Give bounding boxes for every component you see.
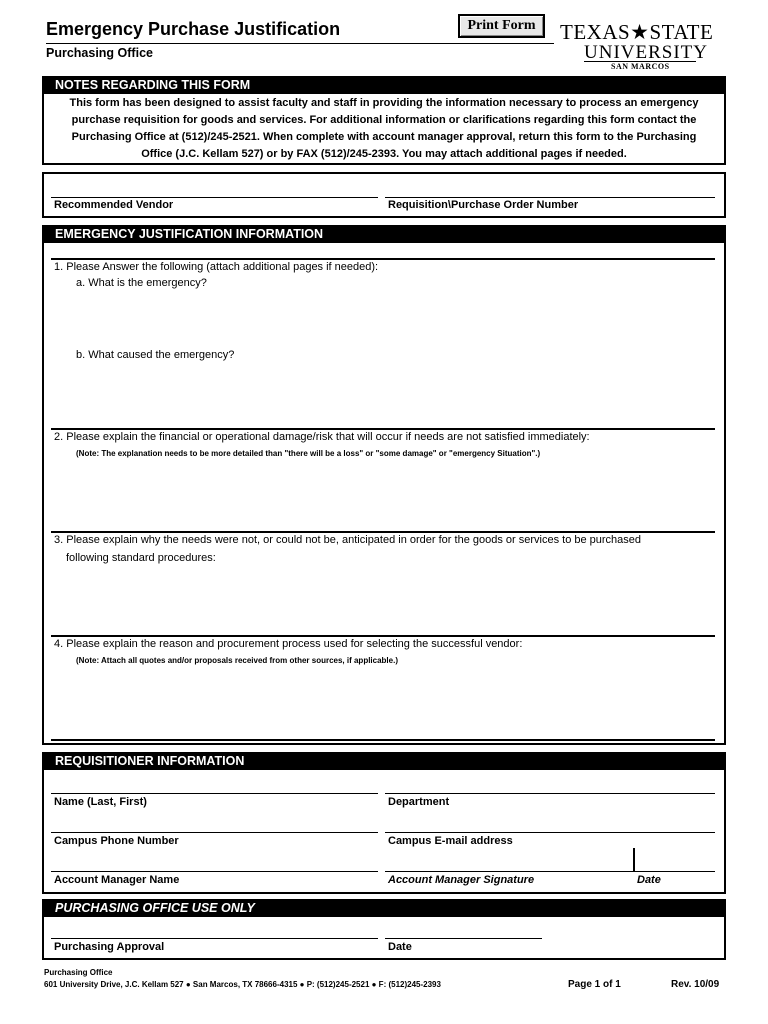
q3-text-line1: 3. Please explain why the needs were not, or could not be, anticipated in order for the goods or services to be purchased [54, 534, 642, 546]
requisition-number-label: Requisition\Purchase Order Number [388, 199, 579, 211]
q2-note: (Note: The explanation needs to be more detailed than "there will be a loss" or "some damage" or "emergency Situation".) [76, 449, 541, 458]
notes-line: purchase requisition for goods and services. For additional information or clarifications regarding this form contact the [71, 114, 697, 126]
approval-date-field[interactable] [385, 921, 542, 938]
page-title: Emergency Purchase Justification [46, 19, 341, 39]
notes-line: Purchasing Office at (512)/245-2521. When complete with account manager approval, return this form to the Purchasing [71, 131, 697, 143]
q1-text: 1. Please Answer the following (attach additional pages if needed): [54, 261, 379, 273]
email-line [385, 832, 715, 833]
purchasing-approval-field[interactable] [51, 921, 378, 938]
campus-email-field[interactable] [385, 815, 715, 832]
vendor-line [51, 197, 378, 198]
university-logo [556, 20, 726, 72]
logo-word-university: UNIVERSITY [584, 42, 708, 63]
department-label: Department [388, 796, 450, 808]
campus-phone-field[interactable] [51, 815, 378, 832]
notes-heading: NOTES REGARDING THIS FORM [43, 77, 725, 94]
approval-line [51, 938, 378, 939]
logo-word-state: STATE [649, 20, 714, 44]
account-manager-signature-field[interactable] [385, 854, 631, 871]
purchasing-approval-label: Purchasing Approval [54, 941, 165, 953]
page-subtitle: Purchasing Office [46, 46, 153, 60]
account-manager-name-label: Account Manager Name [54, 874, 180, 886]
title-divider [46, 43, 554, 44]
footer-revision: Rev. 10/09 [671, 979, 720, 990]
q4-answer-field[interactable] [54, 670, 714, 736]
footer-address: 601 University Drive, J.C. Kellam 527 ● San Marcos, TX 78666-4315 ● P: (512)245-2521 ● F: (512)245-2393 [44, 980, 441, 989]
footer-office: Purchasing Office [44, 968, 113, 977]
name-line [51, 793, 378, 794]
q1a-answer-field[interactable] [74, 292, 714, 348]
department-line [385, 793, 715, 794]
manager-name-line [51, 871, 378, 872]
q4-bottom-rule [51, 739, 715, 741]
requisitioner-heading: REQUISITIONER INFORMATION [43, 753, 725, 770]
q3-text-line2: following standard procedures: [66, 552, 216, 564]
q2-rule [51, 428, 715, 430]
print-form-button[interactable]: Print Form [458, 14, 545, 38]
q1b-text: b. What caused the emergency? [76, 349, 235, 361]
signature-line [385, 871, 715, 872]
signature-date-field[interactable] [637, 854, 715, 871]
q3-rule [51, 531, 715, 533]
q1b-answer-field[interactable] [74, 364, 714, 426]
purchasing-heading: PURCHASING OFFICE USE ONLY [43, 900, 725, 917]
requisition-line [385, 197, 715, 198]
account-manager-name-field[interactable] [51, 854, 378, 871]
notes-line: Office (J.C. Kellam 527) or by FAX (512)/245-2393. You may attach additional pages if needed. [141, 148, 627, 160]
department-field[interactable] [385, 776, 715, 793]
emergency-heading: EMERGENCY JUSTIFICATION INFORMATION [43, 226, 725, 243]
campus-email-label: Campus E-mail address [388, 835, 513, 847]
star-icon: ★ [630, 20, 650, 44]
logo-word-san-marcos: SAN MARCOS [611, 62, 670, 71]
q4-rule [51, 635, 715, 637]
notes-line: This form has been designed to assist faculty and staff in providing the information necessary to process an emergency [69, 97, 699, 109]
logo-word-texas: TEXAS [560, 20, 631, 44]
recommended-vendor-label: Recommended Vendor [54, 199, 174, 211]
q1a-text: a. What is the emergency? [76, 277, 207, 289]
q2-answer-field[interactable] [54, 462, 714, 528]
footer-page-number: Page 1 of 1 [568, 979, 621, 990]
account-manager-signature-label: Account Manager Signature [388, 874, 535, 886]
approval-date-label: Date [388, 941, 412, 953]
signature-date-label: Date [637, 874, 661, 886]
notes-text [58, 95, 710, 163]
phone-line [51, 832, 378, 833]
approval-date-line [385, 938, 542, 939]
name-field[interactable] [51, 776, 378, 793]
signature-date-divider [633, 848, 635, 871]
q2-text: 2. Please explain the financial or operational damage/risk that will occur if needs are not satisfied immediately: [54, 431, 590, 443]
campus-phone-label: Campus Phone Number [54, 835, 179, 847]
q1-rule [51, 258, 715, 260]
q4-note: (Note: Attach all quotes and/or proposals received from other sources, if applicable.) [76, 656, 398, 665]
q4-text: 4. Please explain the reason and procurement process used for selecting the successful vendor: [54, 638, 523, 650]
recommended-vendor-field[interactable] [51, 180, 378, 197]
requisition-number-field[interactable] [385, 180, 715, 197]
name-label: Name (Last, First) [54, 796, 147, 808]
q3-answer-field[interactable] [54, 568, 714, 632]
